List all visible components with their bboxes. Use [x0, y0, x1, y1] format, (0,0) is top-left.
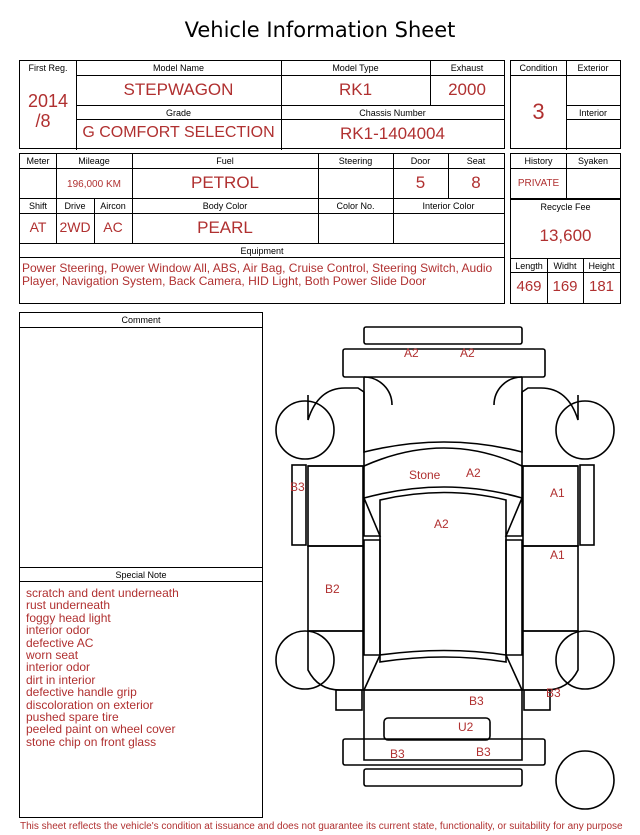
grade-value: G COMFORT SELECTION — [82, 124, 275, 141]
diagram-mark-front-bumper-right: A2 — [460, 346, 475, 360]
special-notes-list — [26, 587, 179, 748]
interior-color-label: Interior Color — [422, 201, 475, 211]
height-label: Height — [588, 261, 615, 271]
diagram-mark-left-front-fender: B3 — [290, 480, 305, 494]
drive-label: Drive — [64, 201, 86, 211]
mileage-value: 196,000 KM — [67, 179, 121, 190]
syaken-label: Syaken — [577, 156, 609, 166]
list-item: scratch and dent underneath — [26, 586, 179, 600]
diagram-mark-windshield: A2 — [466, 466, 481, 480]
model-name-value: STEPWAGON — [123, 80, 234, 99]
list-item: interior odor — [26, 660, 91, 675]
recycle-block — [510, 199, 621, 304]
diagram-mark-rear-bumper-right: B3 — [476, 745, 491, 759]
grade-label: Grade — [165, 108, 191, 118]
first-reg-year: 2014 — [27, 91, 69, 111]
exhaust-value: 2000 — [448, 80, 486, 99]
shift-label: Shift — [28, 201, 47, 211]
steering-label: Steering — [338, 156, 373, 166]
first-reg-label: First Reg. — [28, 63, 68, 73]
list-item: defective handle grip — [26, 685, 137, 700]
width-value: 169 — [552, 278, 578, 295]
special-note-label: Special Note — [115, 570, 167, 580]
list-item: worn seat — [26, 648, 79, 663]
model-type-value: RK1 — [338, 80, 373, 99]
diagram-mark-rear-gate: B3 — [469, 694, 484, 708]
equipment-text: Power Steering, Power Window All, ABS, Air Bag, Cruise Control, Steering Switch, Audio Player, Navigation System, Back Camera, HID Light, Both Power Slide Door — [22, 261, 493, 288]
list-item: dirt in interior — [26, 672, 96, 687]
aircon-value: AC — [103, 219, 123, 235]
history-block — [510, 153, 621, 199]
door-value: 5 — [415, 173, 426, 192]
recycle-fee-label: Recycle Fee — [540, 202, 591, 212]
length-label: Length — [515, 261, 543, 271]
diagram-mark-rear-bumper-left: B3 — [390, 747, 405, 761]
drive-value: 2WD — [59, 219, 91, 235]
diagram-mark-roof: A2 — [434, 517, 449, 531]
interior-label: Interior — [578, 108, 607, 118]
diagram-mark-rear-lower: U2 — [458, 720, 474, 734]
history-value: PRIVATE — [517, 178, 560, 189]
color-no-label: Color No. — [336, 201, 375, 211]
condition-block — [510, 60, 621, 149]
width-label: Widht — [553, 261, 577, 271]
model-type-label: Model Type — [332, 63, 379, 73]
exhaust-label: Exhaust — [450, 63, 484, 73]
condition-value: 3 — [532, 99, 545, 124]
condition-label: Condition — [519, 63, 558, 73]
seat-label: Seat — [466, 156, 486, 166]
diagram-mark-right-rear-quarter: B3 — [546, 686, 561, 700]
list-item: foggy head light — [26, 610, 111, 625]
length-value: 469 — [516, 278, 542, 295]
list-item: interior odor — [26, 623, 91, 638]
registration-block — [19, 60, 505, 149]
first-reg-month: /8 — [35, 111, 51, 131]
fuel-label: Fuel — [216, 156, 234, 166]
list-item: rust underneath — [26, 598, 111, 613]
fuel-value: PETROL — [190, 173, 260, 192]
list-item: pushed spare tire — [26, 710, 119, 725]
diagram-mark-windshield-stone: Stone — [409, 468, 441, 482]
chassis-value: RK1-1404004 — [340, 124, 445, 143]
body-color-value: PEARL — [197, 218, 253, 237]
sheet-title: Vehicle Information Sheet — [184, 18, 456, 42]
height-value: 181 — [588, 278, 615, 295]
body-color-label: Body Color — [202, 201, 248, 211]
diagram-mark-right-rear-door: A1 — [550, 548, 565, 562]
comment-label: Comment — [121, 315, 161, 325]
list-item: discoloration on exterior — [26, 697, 154, 712]
seat-value: 8 — [471, 173, 481, 192]
list-item: stone chip on front glass — [26, 734, 157, 749]
list-item: defective AC — [26, 635, 94, 650]
diagram-mark-left-rear-door: B2 — [325, 582, 340, 596]
door-label: Door — [410, 156, 431, 166]
diagram-mark-front-bumper-left: A2 — [404, 346, 419, 360]
disclaimer-footer: This sheet reflects the vehicle's condition at issuance and does not guarantee its current state, functionality, or suitability for any purpose — [20, 821, 623, 832]
meter-label: Meter — [26, 156, 50, 166]
history-label: History — [524, 156, 553, 166]
diagram-mark-right-front-door: A1 — [550, 486, 565, 500]
shift-value: AT — [29, 219, 47, 235]
equipment-label: Equipment — [240, 246, 284, 256]
exterior-label: Exterior — [577, 63, 609, 73]
list-item: peeled paint on wheel cover — [26, 722, 176, 737]
aircon-label: Aircon — [100, 201, 126, 211]
model-name-label: Model Name — [152, 63, 205, 73]
vehicle-damage-diagram — [270, 322, 620, 820]
chassis-label: Chassis Number — [359, 108, 426, 118]
mileage-label: Mileage — [78, 156, 110, 166]
recycle-fee-value: 13,600 — [539, 226, 592, 245]
